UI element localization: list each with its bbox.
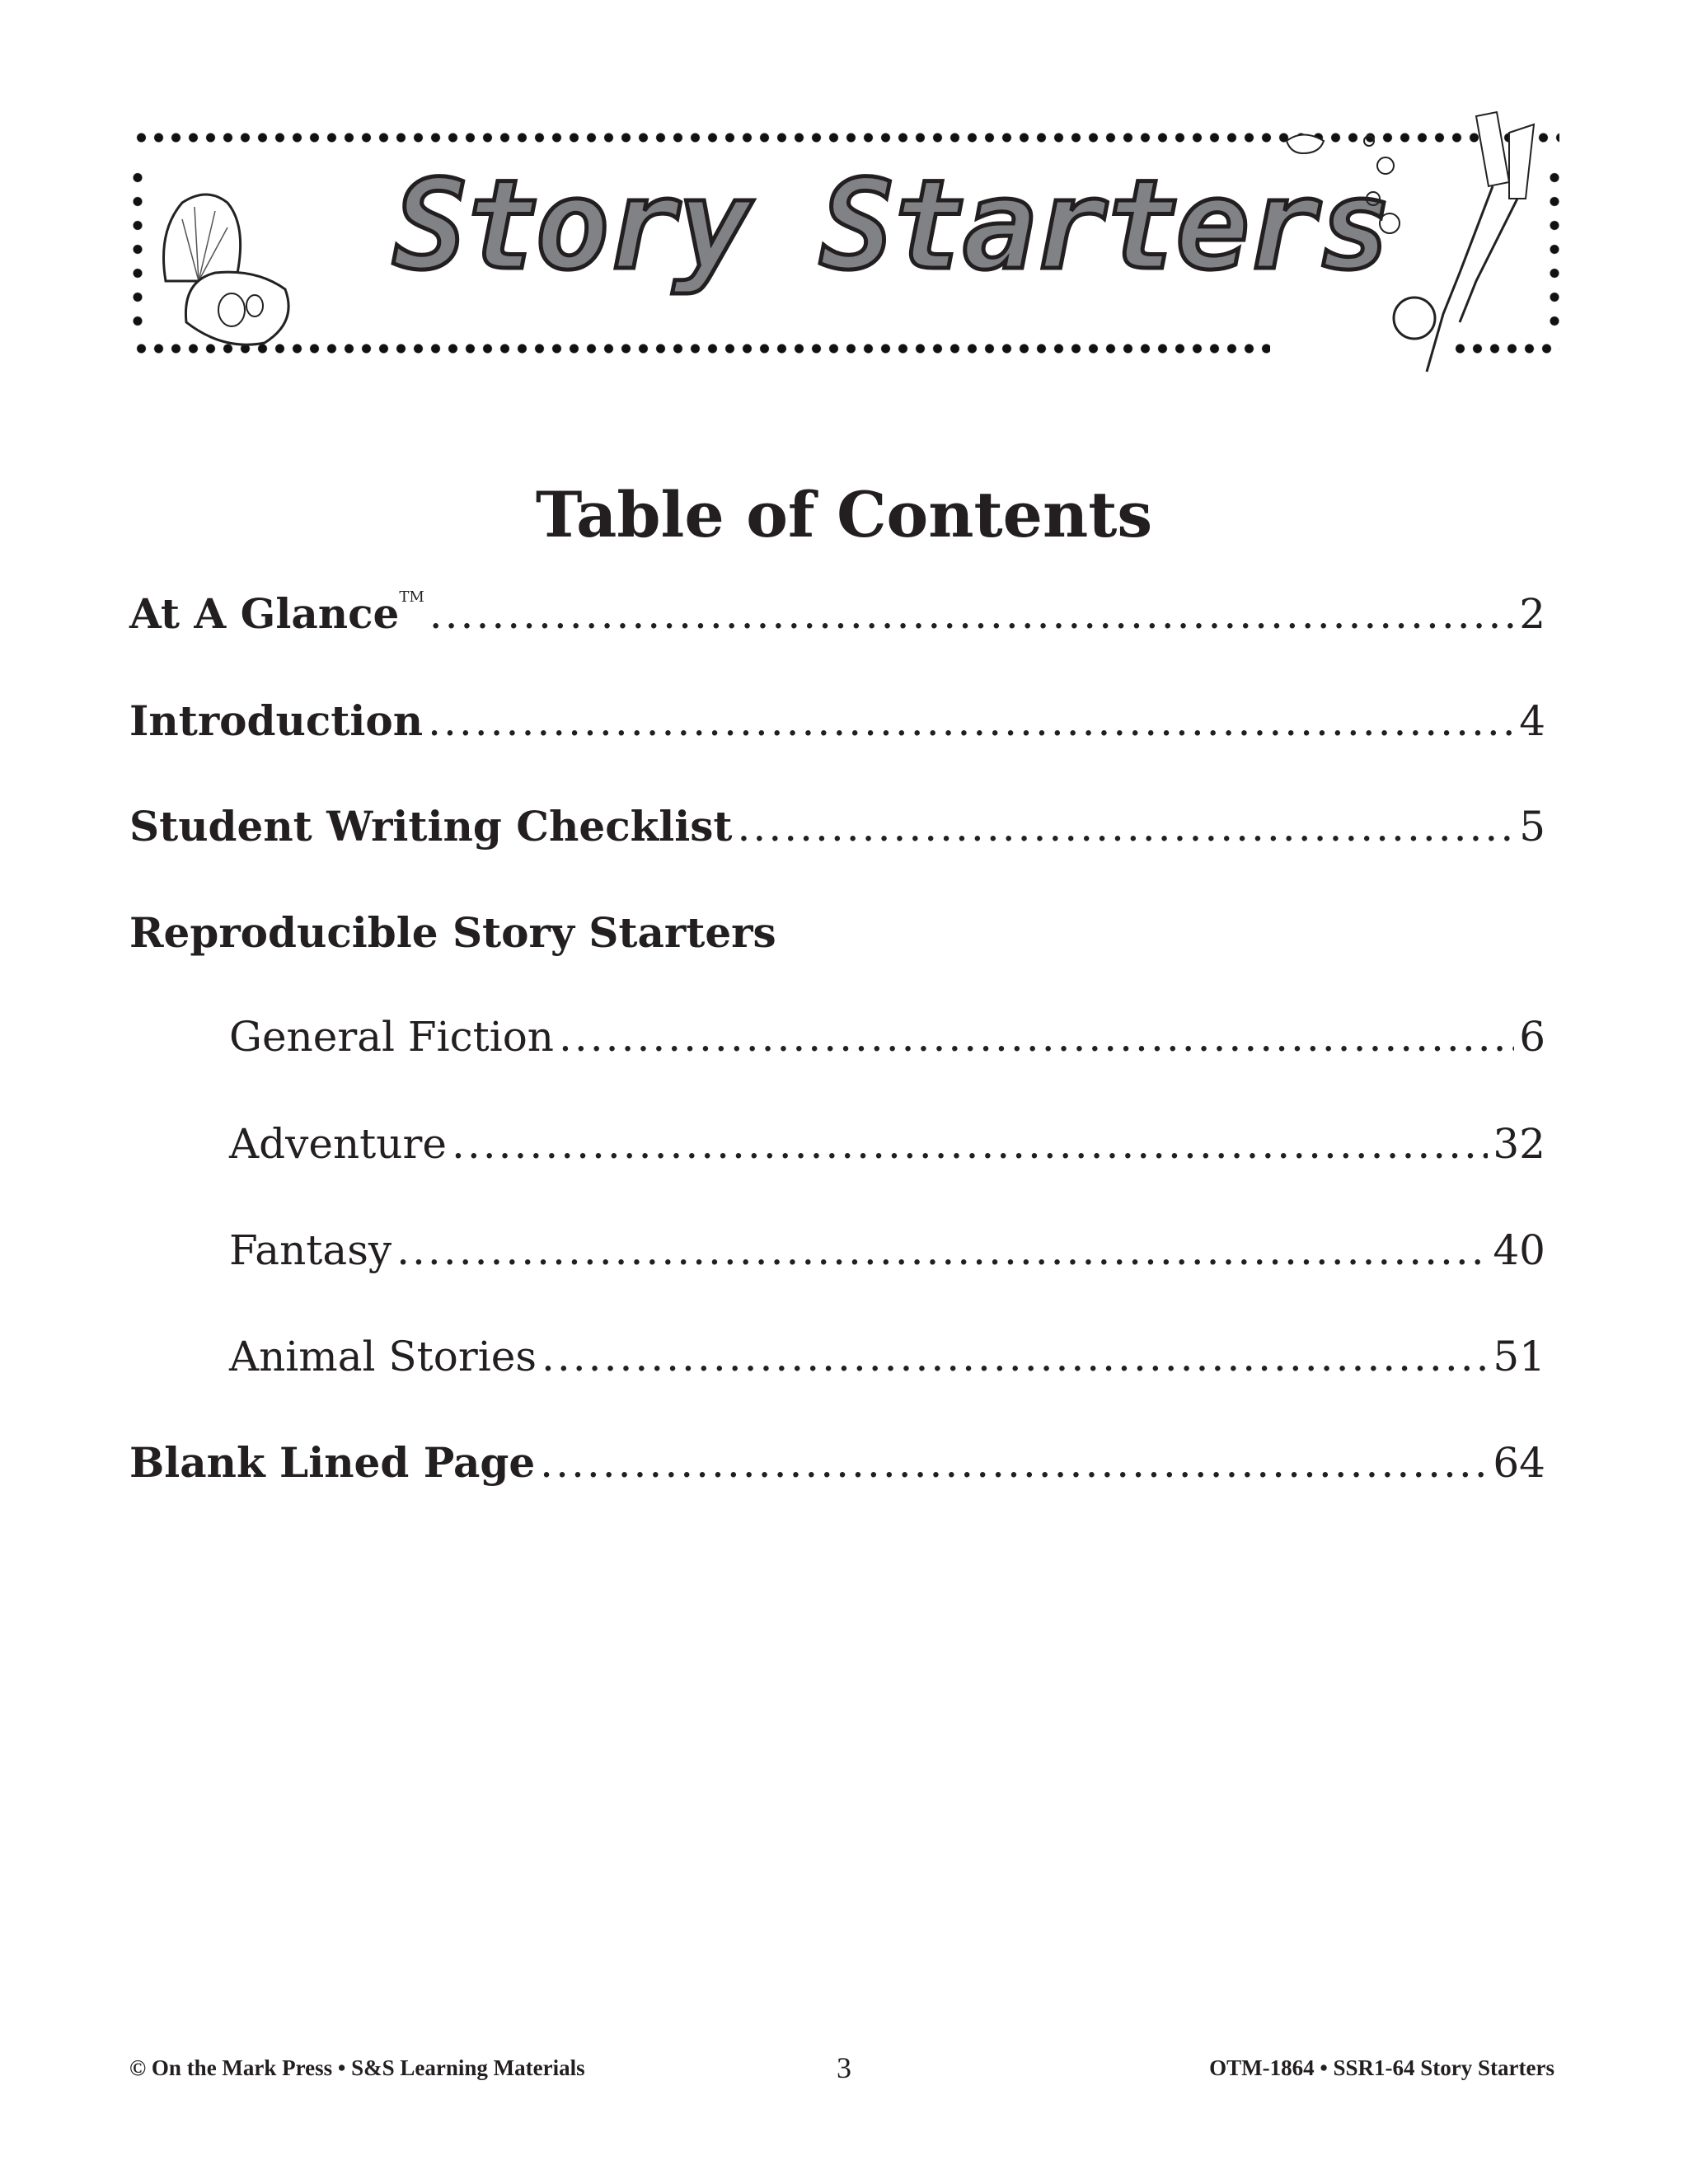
dot-leader xyxy=(542,1333,1488,1380)
toc-entry-page: 40 xyxy=(1493,1226,1545,1274)
dot-leader xyxy=(428,697,1514,745)
toc-entry-label: Adventure xyxy=(229,1120,447,1168)
toc-entry-blank-lined-page[interactable] xyxy=(129,1438,1545,1487)
seashell-icon xyxy=(149,182,306,347)
toc-entry-label: General Fiction xyxy=(229,1013,554,1061)
toc-entry-page: 6 xyxy=(1519,1013,1545,1061)
toc-entry-page: 51 xyxy=(1493,1333,1545,1380)
dot-leader xyxy=(559,1013,1514,1061)
toc-entry-page: 5 xyxy=(1519,803,1545,851)
toc-entry-label: Student Writing Checklist xyxy=(129,802,733,851)
toc-entry-adventure[interactable] xyxy=(229,1120,1545,1168)
dot-leader xyxy=(738,803,1515,851)
toc-entry-page: 4 xyxy=(1519,697,1545,745)
dot-leader xyxy=(396,1226,1488,1274)
toc-entry-student-writing-checklist[interactable] xyxy=(129,802,1545,851)
toc-entry-page: 64 xyxy=(1493,1439,1545,1487)
scuba-diver-icon xyxy=(1270,108,1542,388)
footer-product-code: OTM-1864 • SSR1-64 Story Starters xyxy=(1209,2055,1554,2080)
footer-publisher: © On the Mark Press • S&S Learning Materials xyxy=(129,2055,585,2080)
toc-section-reproducible-story-starters xyxy=(129,908,1545,957)
toc-entry-label: Fantasy xyxy=(229,1226,392,1274)
banner-title: Story Starters xyxy=(392,154,1390,298)
footer-page-number: 3 xyxy=(837,2051,851,2084)
dot-leader xyxy=(452,1120,1488,1168)
toc-entry-fantasy[interactable] xyxy=(229,1226,1545,1274)
dotted-border-left xyxy=(133,166,143,339)
toc-entry-general-fiction[interactable] xyxy=(229,1013,1545,1061)
toc-entry-label: Reproducible Story Starters xyxy=(129,908,776,957)
dot-leader xyxy=(429,590,1514,638)
toc-entry-page: 2 xyxy=(1519,590,1545,638)
header-banner xyxy=(133,133,1559,339)
page-title: Table of Contents xyxy=(535,478,1153,551)
toc-entry-label: At A Glance™ xyxy=(129,588,424,638)
toc-entry-page: 32 xyxy=(1493,1120,1545,1168)
dotted-border-right xyxy=(1550,166,1559,339)
toc-entry-label: Introduction xyxy=(129,696,424,745)
toc-entry-label: Blank Lined Page xyxy=(129,1438,536,1487)
dot-leader xyxy=(540,1439,1488,1487)
toc-entry-animal-stories[interactable] xyxy=(229,1333,1545,1380)
toc-entry-at-a-glance[interactable] xyxy=(129,589,1545,638)
toc-entry-label: Animal Stories xyxy=(229,1333,537,1380)
toc-entry-introduction[interactable] xyxy=(129,696,1545,745)
